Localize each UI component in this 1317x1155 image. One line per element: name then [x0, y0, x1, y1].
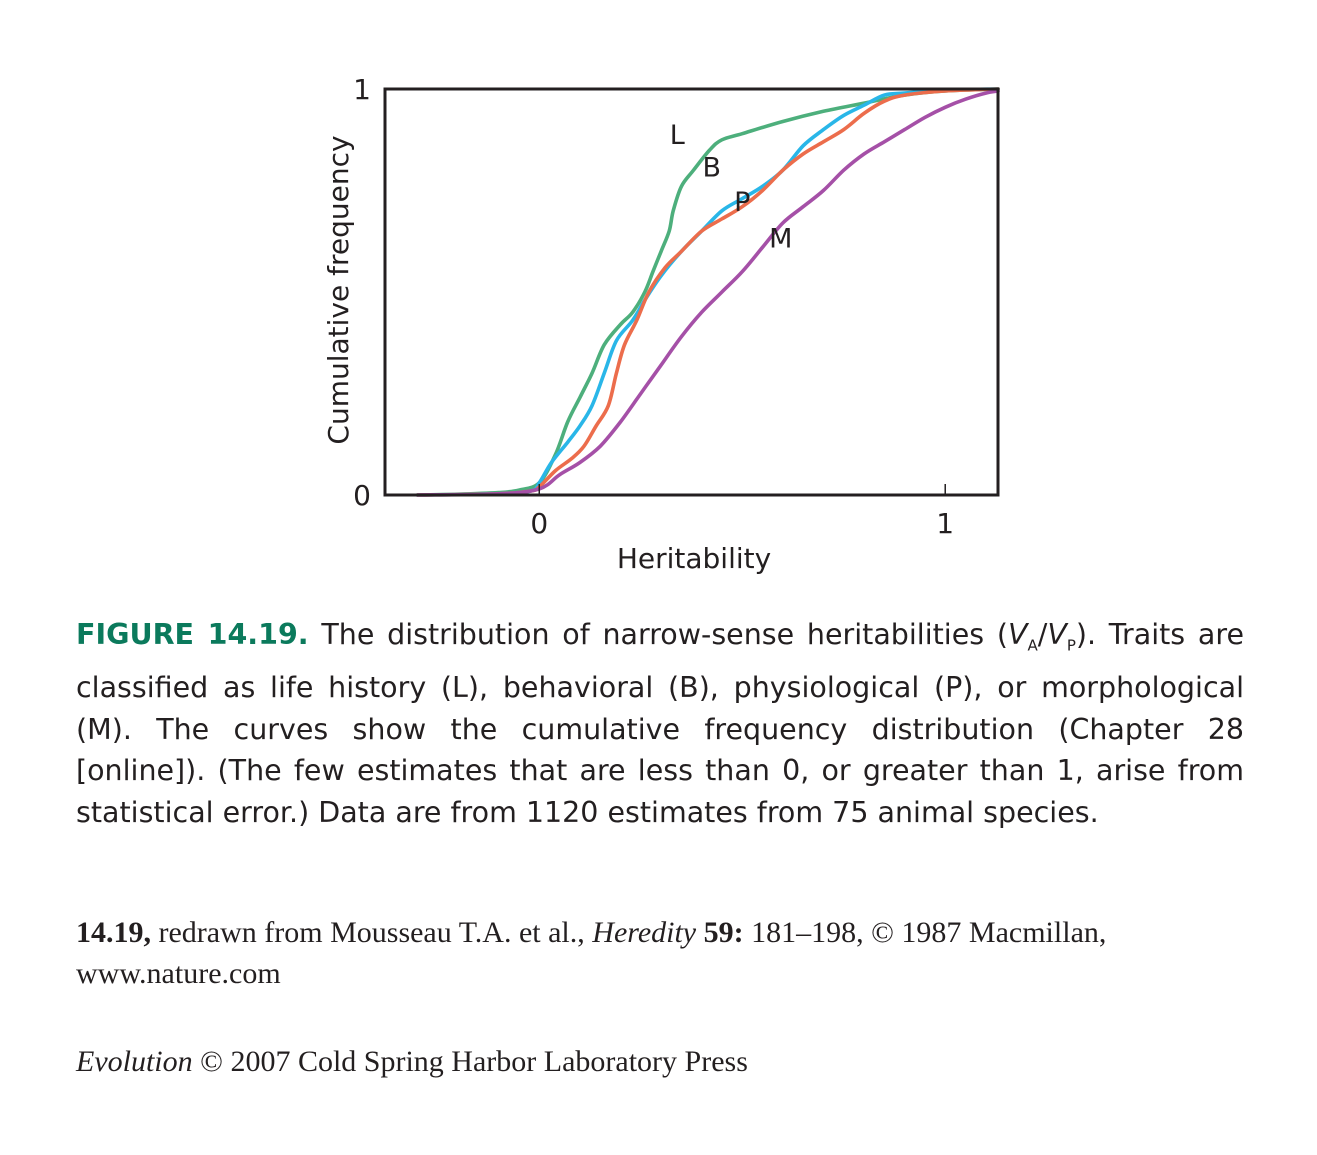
series-label-b: B — [702, 152, 722, 184]
series-label-l: L — [669, 119, 685, 151]
credit-journal: Heredity — [592, 916, 697, 949]
plot-frame — [385, 89, 998, 495]
credit-text-2: 181–198, © 1987 Macmillan, www.nature.com — [76, 916, 1107, 990]
x-tick-label: 1 — [936, 507, 955, 540]
y-axis-label: Cumulative frequency — [322, 135, 355, 445]
plot-area — [418, 89, 999, 495]
copyright-text: © 2007 Cold Spring Harbor Laboratory Press — [192, 1045, 748, 1078]
series-line-l — [418, 89, 999, 495]
y-tick-label: 0 — [353, 479, 371, 512]
book-title: Evolution — [76, 1045, 193, 1078]
book-copyright — [76, 1042, 748, 1082]
series-label-p: P — [734, 186, 751, 218]
ratio-slash: / — [1037, 618, 1048, 651]
source-credit — [76, 912, 1256, 994]
ratio-subscript-1: A — [1027, 636, 1038, 655]
series-label-m: M — [769, 223, 793, 255]
x-axis-label: Heritability — [616, 542, 772, 575]
x-tick-label: 0 — [530, 507, 549, 540]
credit-text-1: redrawn from Mousseau T.A. et al., — [151, 916, 593, 949]
axis-ticks — [353, 73, 954, 540]
ratio-variable-1: V — [1007, 618, 1028, 651]
credit-volume: 59: — [696, 916, 744, 949]
credit-figure-ref: 14.19, — [76, 916, 151, 949]
ratio-subscript-2: P — [1066, 636, 1076, 655]
y-tick-label: 1 — [353, 73, 371, 106]
ratio-variable-2: V — [1047, 618, 1067, 651]
caption-text-start: The distribution of narrow-sense heritabilities ( — [308, 618, 1008, 651]
figure-caption — [76, 614, 1244, 833]
caption-text-end: ). Traits are classified as life history (L), behavioral (B), physiological (P), or morphological (M). The curves show the cumulative frequency distribution (Chapter 28 [online]). (The few estimates that are less than 0, or greater than 1, arise from statistical error.) Data are from 1120 estimates from 75 animal species. — [76, 618, 1244, 829]
figure-label: FIGURE 14.19. — [76, 618, 309, 651]
